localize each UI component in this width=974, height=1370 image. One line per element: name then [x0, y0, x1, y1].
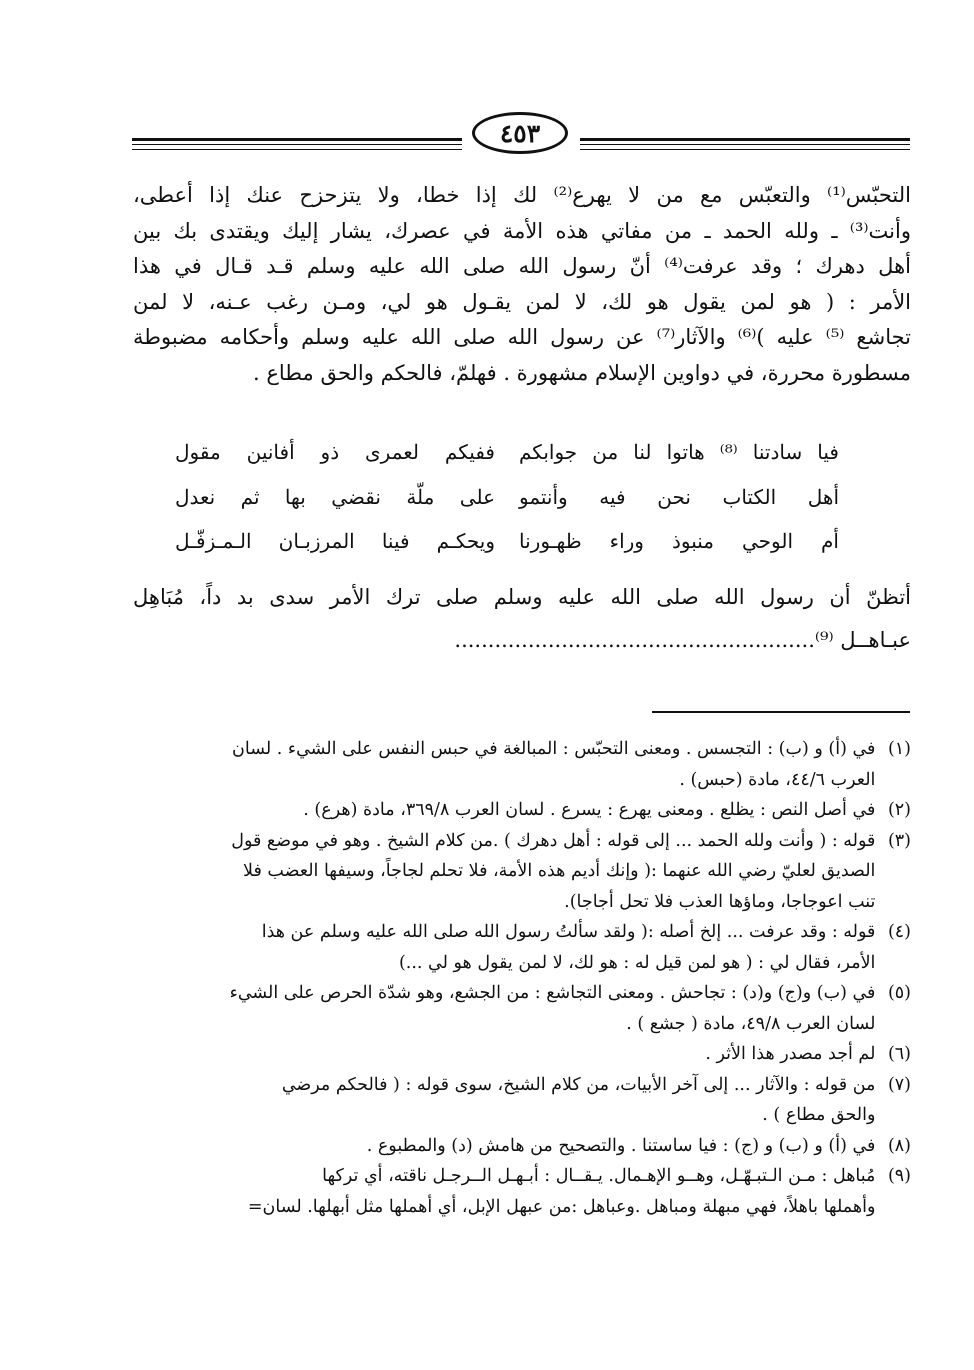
footnote-number: (٨): [887, 1135, 911, 1156]
footnote-line: [133, 948, 911, 979]
footnote-line: [133, 734, 911, 765]
footnote-text: الصديق لعليّ رضي الله عنهما :( وإنك أديم هذه الأمة، فلا تحلم لجاجاً، وسيفها العضب فلا: [243, 861, 876, 881]
footnote-text: في (أ) و (ب) : التجسس . ومعنى التحبّس : المبالغة في حبس النفس على الشيء . لسان: [232, 739, 876, 759]
footnote-text: لسان العرب ٤٩/٨، مادة ( جشع ) .: [626, 1013, 876, 1034]
body-line: وأنت⁽³⁾ ـ ولله الحمد ـ من مفاتي هذه الأمة في عصرك، يشار إليك ويقتدى بك بين: [133, 218, 911, 243]
footnote-line: [133, 856, 911, 887]
poem: [175, 430, 839, 564]
footnote-line: [133, 826, 911, 857]
footnote-number: (٩): [887, 1166, 911, 1186]
body-line: الأمر : ( هو لمن يقول هو لك، لا لمن يقـول هو لي، ومـن رغب عـنه، لا لمن: [133, 289, 911, 314]
footnote-line: [133, 978, 911, 1009]
footnote-line: [133, 1009, 911, 1040]
header-rule: [132, 149, 462, 150]
verse: [175, 475, 839, 520]
header-rule: [132, 144, 462, 145]
footnote-text: قوله : ( وأنت ولله الحمد ... إلى قوله : أهل دهرك ) .من كلام الشيخ . وهو في موضع قول: [231, 830, 876, 851]
footnote-number: (٢): [887, 800, 911, 820]
page-header: [132, 108, 910, 160]
footnote-number: (١): [887, 739, 911, 759]
header-rule: [580, 144, 910, 145]
body-line: التحبّس⁽¹⁾ والتعبّس مع من لا يهرع⁽²⁾ لك إذا خطا، ولا يتزحزح عنك إذا أعطى،: [133, 183, 912, 207]
hemistich-right: فيا سادتنا ⁽⁸⁾ هاتوا لنا من جوابكم: [519, 440, 839, 464]
footnotes: [133, 734, 911, 1222]
footnote-line: [133, 1100, 911, 1131]
verse: [175, 430, 839, 475]
footnote-number: (٧): [887, 1074, 911, 1095]
footnote-line: [133, 1131, 911, 1162]
footnote-line: [133, 1161, 911, 1192]
footnote-text: العرب ٤٤/٦، مادة (حبس) .: [679, 769, 876, 790]
footnote-text: والحق مطاع ) .: [762, 1105, 876, 1125]
footnote-text: في أصل النص : يظلع . ومعنى يهرع : يسرع . لسان العرب ٣٦٩/٨، مادة (هرع) .: [303, 800, 876, 820]
footnote-number: (٥): [887, 983, 911, 1003]
header-rule: [580, 138, 910, 141]
hemistich-right: أم الوحي منبوذ وراء ظهـورنا: [519, 529, 839, 553]
hemistich-left: ويحكـم فينا المرزبـان الـمـزفّـل: [175, 529, 495, 553]
hemistich-left: ففيكم لعمرى ذو أفانين مقول: [175, 440, 495, 464]
footnote-text: لم أجد مصدر هذا الأثر .: [705, 1044, 876, 1064]
footnote-text: من قوله : والآثار ... إلى آخر الأبيات، من كلام الشيخ، سوى قوله : ( فالحكم مرضي: [281, 1074, 876, 1095]
footnote-divider: [652, 711, 910, 713]
closing-text: [133, 576, 911, 662]
body-line: تجاشع ⁽⁵⁾ عليه )⁽⁶⁾ والآثار⁽⁷⁾ عن رسول الله صلى الله عليه وسلم وأحكامه مضبوطة: [133, 325, 911, 349]
page-number-frame: [472, 112, 568, 154]
body-line: أهل دهرك ؛ وقد عرفت⁽⁴⁾ أنّ رسول الله صلى الله عليه وسلم قـد قـال في هذا: [133, 254, 911, 278]
body-text: [133, 178, 911, 391]
closing-line: عبـاهــل ⁽⁹⁾......................................................: [454, 628, 911, 652]
footnote-line: [133, 917, 911, 948]
footnote-number: (٣): [887, 830, 911, 851]
footnote-text: في (أ) و (ب) و (ج) : فيا ساستنا . والتصحيح من هامش (د) والمطبوع .: [366, 1135, 876, 1156]
footnote-number: (٤): [887, 922, 911, 942]
footnote-line: [133, 765, 911, 796]
header-rule: [132, 138, 462, 141]
footnote-line: [133, 1039, 911, 1070]
hemistich-right: أهل الكتاب نحن فيه وأنتمو: [519, 484, 839, 509]
footnote-line: [133, 887, 911, 918]
body-line: مسطورة محررة، في دواوين الإسلام مشهورة . فهلمّ، فالحكم والحق مطاع .: [253, 360, 911, 385]
footnote-line: [133, 1192, 911, 1223]
footnote-text: وأهملها باهلاً، فهي مبهلة ومباهل .وعباهل :من عبهل الإبل، أي أهملها مثل أبهلها. لسان=: [247, 1196, 876, 1217]
header-rule: [580, 149, 910, 150]
footnote-text: في (ب) و(ج) و(د) : تجاحش . ومعنى التجاشع : من الجشع، وهو شدّة الحرص على الشيء: [229, 983, 876, 1003]
footnote-text: مُباهل : مـن الـتبـهّـل، وهــو الإهـمال. يـقــال : أبـهـل الــرجـل ناقته، أي تركها: [322, 1166, 876, 1186]
footnote-text: قوله : وقد عرفت ... إلخ أصله :( ولقد سألتُ رسول الله صلى الله عليه وسلم عن هذا: [261, 922, 876, 942]
footnote-line: [133, 1070, 911, 1101]
hemistich-left: على ملّة نقضي بها ثم نعدل: [175, 484, 495, 509]
verse: [175, 519, 839, 564]
closing-line: أتظنّ أن رسول الله صلى الله عليه وسلم صلى ترك الأمر سدى بد داً، مُبَاهِل: [133, 585, 911, 609]
footnote-text: تنب اعوجاجا، وماؤها العذب فلا تحل أجاجا).: [564, 891, 876, 912]
footnote-number: (٦): [887, 1044, 911, 1064]
footnote-text: الأمر، فقال لي : ( هو لمن قيل له : هو لك، لا لمن يقول هو لي ...): [398, 952, 876, 973]
page-number: ٤٥٣: [499, 118, 541, 148]
footnote-line: [133, 795, 911, 826]
